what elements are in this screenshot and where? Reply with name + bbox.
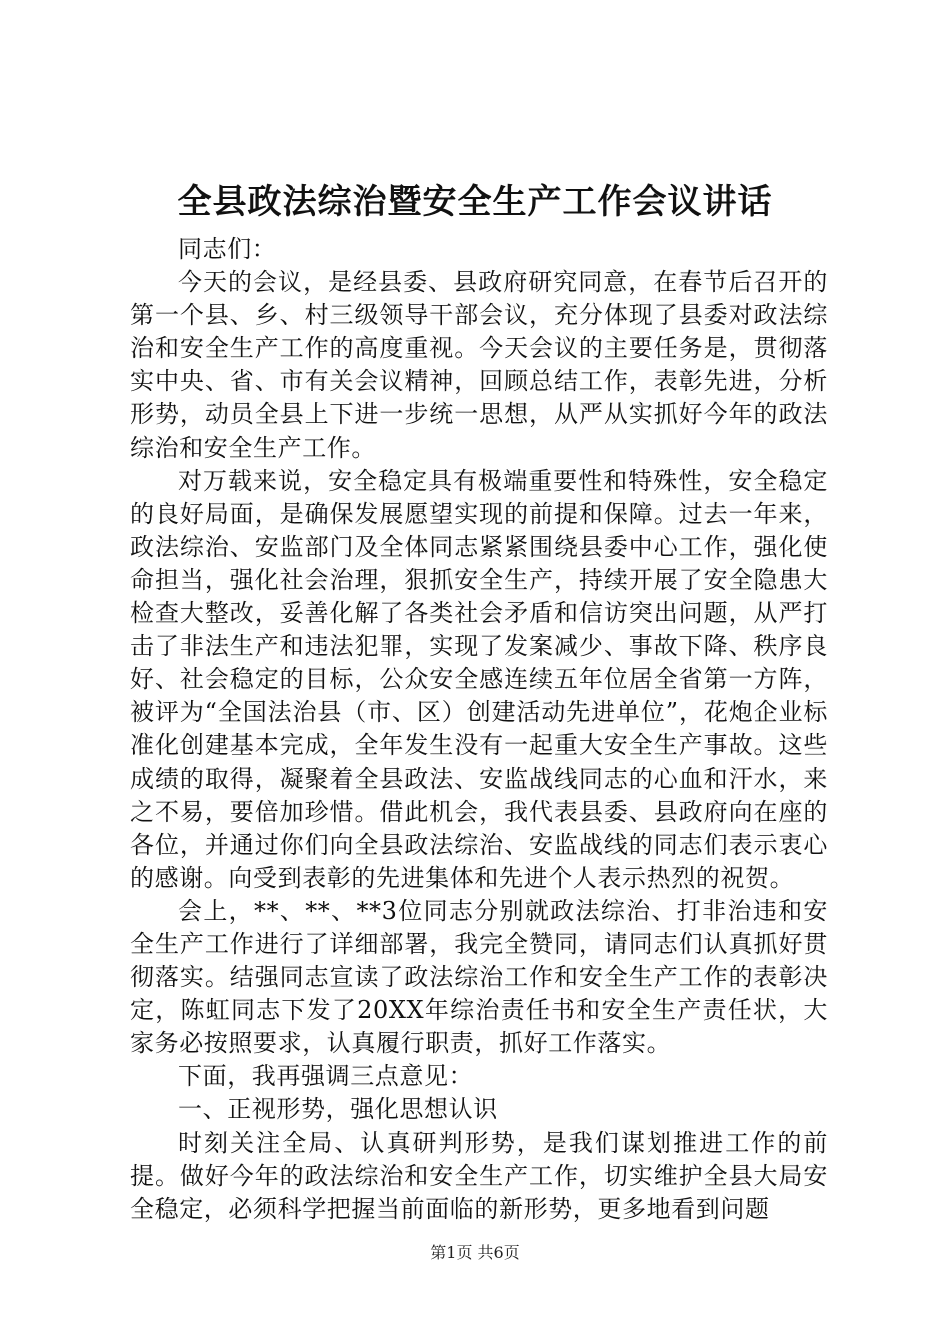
page-number-footer: 第1页 共6页 [430,1243,520,1262]
body-paragraph: 今天的会议，是经县委、县政府研究同意，在春节后召开的第一个县、乡、村三级领导干部会议，充分体现了县委对政法综治和安全生产工作的高度重视。今天会议的主要任务是，贯彻落实中央、省、市有关会议精神，回顾总结工作，表彰先进，分析形势，动员全县上下进一步统一思想，从严从实抓好今年的政法综治和安全生产工作。 [130,268,828,462]
document-title: 全县政法综治暨安全生产工作会议讲话 [177,182,773,222]
body-paragraph: 下面，我再强调三点意见： [178,1062,474,1091]
salutation-paragraph: 同志们： [178,235,277,263]
body-paragraph: 时刻关注全局、认真研判形势，是我们谋划推进工作的前提。做好今年的政法综治和安全生产工作，切实维护全县大局安全稳定，必须科学把握当前面临的新形势，更多地看到问题 [130,1128,828,1223]
section-heading: 一、正视形势，强化思想认识 [178,1095,498,1124]
body-paragraph: 会上，**、**、**3位同志分别就政法综治、打非治违和安全生产工作进行了详细部署，我完全赞同，请同志们认真抓好贯彻落实。结强同志宣读了政法综治工作和安全生产工作的表彰决定，陈虹同志下发了20XX年综治责任书和安全生产责任状，大家务必按照要求，认真履行职责，抓好工作落实。 [130,896,828,1058]
body-paragraph: 对万载来说，安全稳定具有极端重要性和特殊性，安全稳定的良好局面，是确保发展愿望实现的前提和保障。过去一年来，政法综治、安监部门及全体同志紧紧围绕县委中心工作，强化使命担当，强化社会治理，狠抓安全生产，持续开展了安全隐患大检查大整改，妥善化解了各类社会矛盾和信访突出问题，从严打击了非法生产和违法犯罪，实现了发案减少、事故下降、秩序良好、社会稳定的目标，公众安全感连续五年位居全省第一方阵，被评为“全国法治县（市、区）创建活动先进单位”，花炮企业标准化创建基本完成，全年发生没有一起重大安全生产事故。这些成绩的取得，凝聚着全县政法、安监战线同志的心血和汗水，来之不易，要倍加珍惜。借此机会，我代表县委、县政府向在座的各位，并通过你们向全县政法综治、安监战线的同志们表示衷心的感谢。向受到表彰的先进集体和先进个人表示热烈的祝贺。 [130,466,828,892]
document-body [130,233,828,1226]
